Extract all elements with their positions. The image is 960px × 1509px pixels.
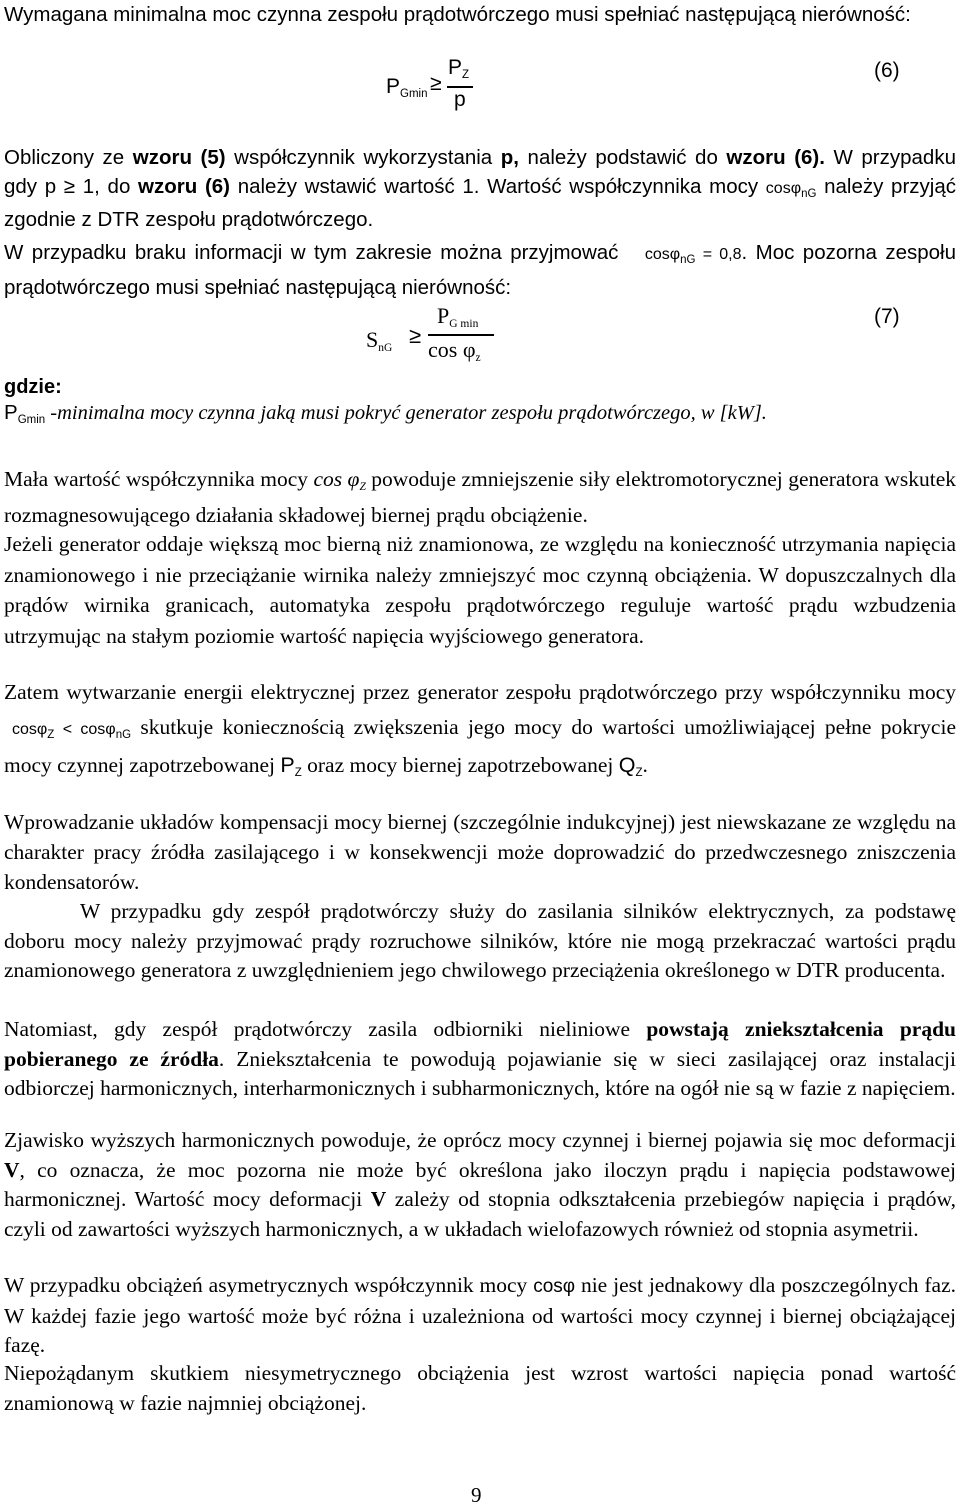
usage-factor-paragraph: Obliczony ze wzoru (5) współczynnik wykorzystania p, należy podstawić do wzoru (6). W przypadku gdy p ≥ 1, do wzoru (6) należy wstawić wartość 1. Wartość współczynnika mocy cosφ$_{nG}$ należy przyjąć zgodnie z DTR zespołu prądotwórczego. bbox=[4, 146, 956, 231]
equation-7 bbox=[366, 303, 506, 373]
eq6-numerator: PZ bbox=[448, 56, 470, 81]
where-label: gdzie: bbox=[4, 376, 62, 398]
eq6-relation: ≥ bbox=[430, 72, 442, 95]
equation-6-number: (6) bbox=[874, 59, 900, 82]
eq7-denominator: cos φz bbox=[428, 337, 481, 364]
energy-generation-paragraph: Zatem wytwarzanie energii elektrycznej przez generator zespołu prądotwórczego przy współczynniku mocy cosφ$_Z$ < cosφ$_{nG}$ skutkuje koniecznością zwiększenia jego mocy do wartości umożliwiającej pełne pokrycie mocy czynnej zapotrzebowanej PZ oraz mocy biernej zapotrzebowanej QZ. bbox=[4, 680, 956, 779]
equation-7-number: (7) bbox=[874, 305, 900, 328]
equation-6 bbox=[386, 58, 486, 118]
compensation-paragraph: Wprowadzanie układów kompensacji mocy biernej (szczególnie indukcyjnej) jest niewskazane ze względu na charakter pracy źródła zasilającego i w konsekwencji może doprowadzić do przedwczesnego zniszczenia kondensatorów. bbox=[4, 810, 956, 894]
asymmetric-load-paragraph: W przypadku obciążeń asymetrycznych współczynnik mocy cosφ nie jest jednakowy dla poszczególnych faz. W każdej fazie jego wartość może być różna i uzależniona od wartości mocy czynnej i biernej obciążającej fazę. bbox=[4, 1273, 956, 1357]
page-number: 9 bbox=[471, 1483, 482, 1507]
eq7-fraction-bar bbox=[428, 334, 494, 336]
nonlinear-loads-paragraph: Natomiast, gdy zespół prądotwórczy zasila odbiorniki nieliniowe powstają zniekształcenia prądu pobieranego ze źródła. Zniekształcenia te powodują pojawianie się w sieci zasilającej oraz instalacji odbiorczej harmonicznych, interharmonicznych i subharmonicznych, które na ogół nie są w fazie z napięciem. bbox=[4, 1017, 956, 1100]
where-definition: PGmin -minimalna mocy czynna jaką musi pokryć generator zespołu prądotwórczego, w [kW]. bbox=[4, 401, 767, 426]
harmonics-paragraph: Zjawisko wyższych harmonicznych powoduje, że oprócz mocy czynnej i biernej pojawia się moc deformacji V, co oznacza, że moc pozorna nie może być określona jako iloczyn prądu i napięcia podstawowej harmonicznej. Wartość mocy deformacji V zależy od stopnia odkształcenia przebiegów napięcia i prądów, czyli od zawartości wyższych harmonicznych, a w układach wielofazowych również od stopnia asymetrii. bbox=[4, 1128, 956, 1241]
eq7-lhs: SnG bbox=[366, 327, 393, 354]
eq6-denominator: p bbox=[454, 88, 466, 111]
motor-supply-paragraph: W przypadku gdy zespół prądotwórczy służy do zasilania silników elektrycznych, za podstawę doboru mocy należy przyjmować prądy rozruchowe silników, które nie mogą przekraczać wartości prądu znamionowego generatora z uwzględnieniem jego chwilowego przeciążenia określonego w DTR producenta. bbox=[4, 899, 956, 982]
apparent-power-paragraph: W przypadku braku informacji w tym zakresie można przyjmować cosφ$_{nG}$ = 0,8. Moc pozorna zespołu prądotwórczego musi spełniać następującą nierówność: bbox=[4, 241, 956, 299]
unbalance-effect-paragraph: Niepożądanym skutkiem niesymetrycznego obciążenia jest wzrost wartości napięcia ponad wartość znamionową w fazie najmniej obciążonej. bbox=[4, 1361, 956, 1415]
eq7-numerator: PG min bbox=[437, 303, 479, 330]
eq6-lhs: PGmin bbox=[386, 75, 428, 100]
low-power-factor-paragraph: Mała wartość współczynnika mocy cos φZ powoduje zmniejszenie siły elektromotorycznej generatora wskutek rozmagnesowującego działania składowej biernej prądu obciążenie. bbox=[4, 467, 956, 527]
eq7-relation: ≥ bbox=[409, 323, 422, 348]
generator-reactive-paragraph: Jeżeli generator oddaje większą moc bierną niż znamionowa, ze względu na konieczność utrzymania napięcia znamionowego i nie przeciążanie wirnika należy zmniejszyć moc czynną obciążenia. W dopuszczalnych dla prądów wirnika granicach, automatyka zespołu prądotwórczego reguluje wartość prądu wzbudzenia utrzymując na stałym poziomie wartość napięcia wyjściowego generatora. bbox=[4, 532, 956, 649]
intro-paragraph: Wymagana minimalna moc czynna zespołu prądotwórczego musi spełniać następującą nierówność: bbox=[4, 3, 911, 26]
